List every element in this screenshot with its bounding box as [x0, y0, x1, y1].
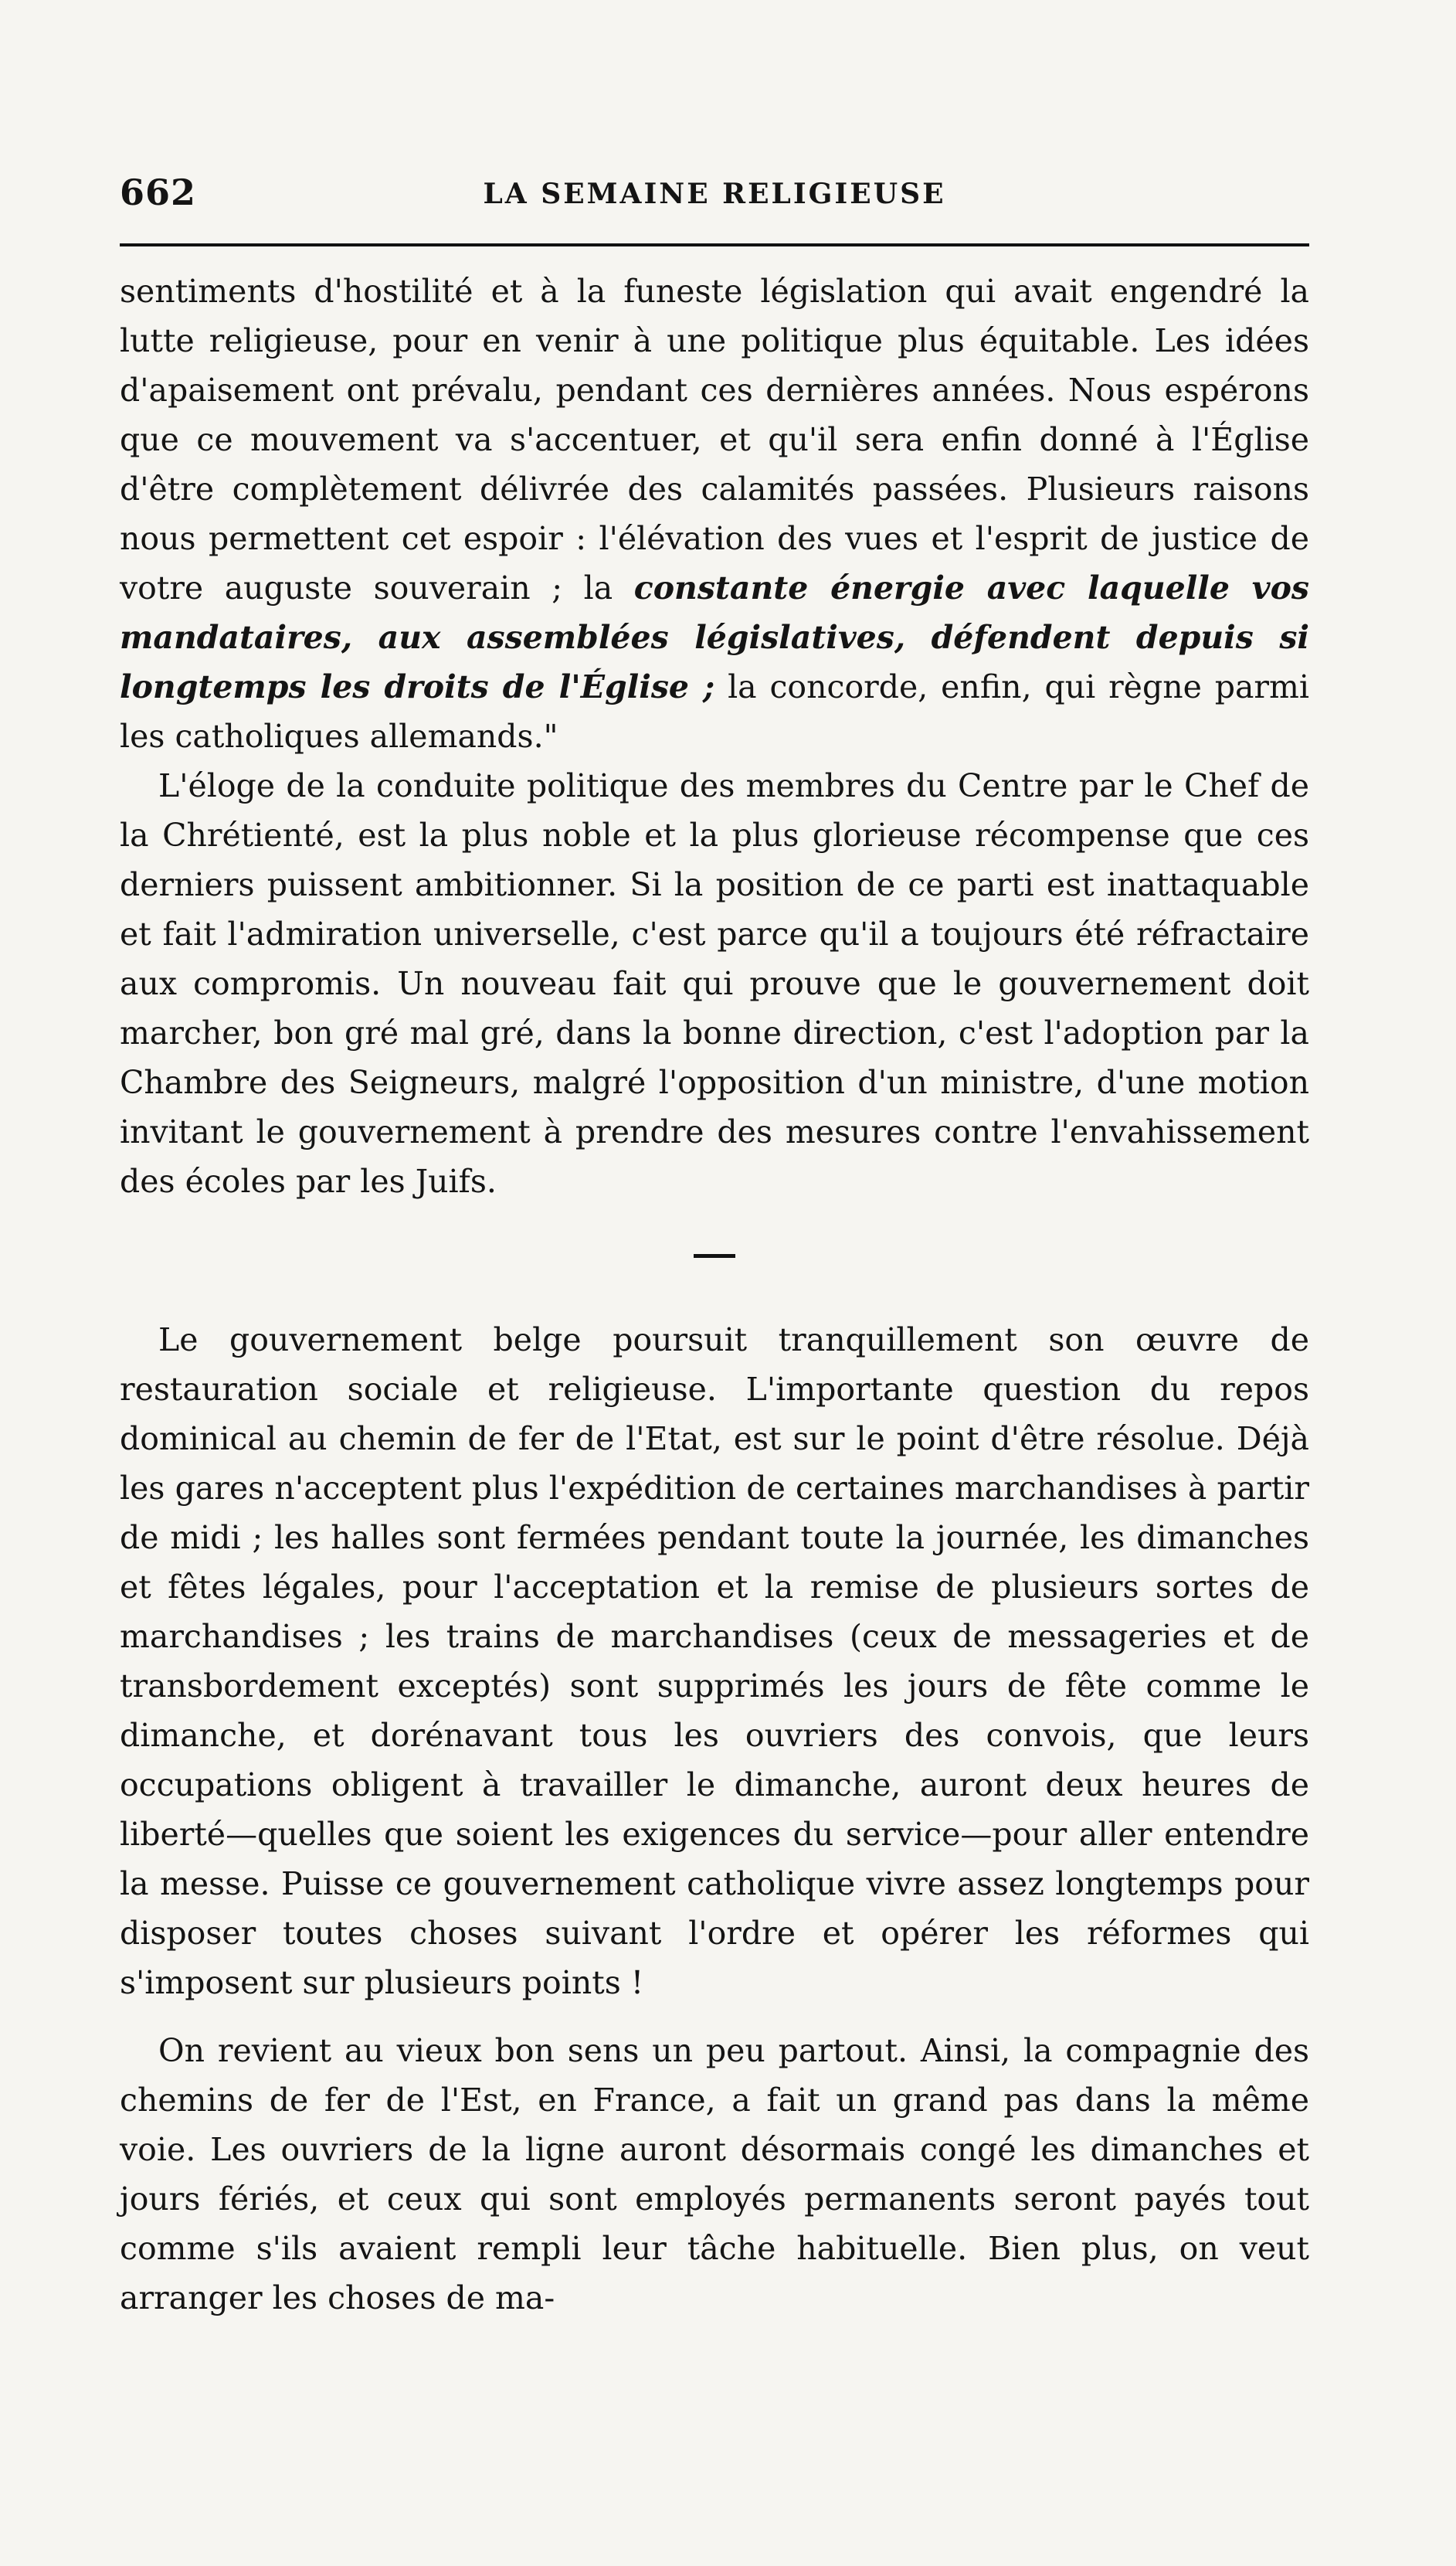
paragraph-1-text: sentiments d'hostilité et à la funeste législation qui avait engendré la lutte religieuse, pour en venir à une politique plus équitable. Les idées d'apaisement ont prévalu, pendant ces dernières années. Nous espérons que ce mouvement va s'accentuer, et qu'il sera enfin donné à l'Église d'être complètement délivrée des calamités passées. Plusieurs raisons nous permettent cet espoir : l'élévation des vues et l'esprit de justice de votre auguste souverain ; la — [120, 273, 1309, 607]
page-number: 662 — [120, 172, 197, 213]
book-page — [120, 147, 1309, 2316]
paragraph-1-italic: constante énergie avec laquelle vos mandataires, aux assemblées législatives, défendent depuis si longtemps les droits de l'Église ; — [120, 569, 1309, 705]
paragraph-1 — [120, 267, 1309, 761]
running-title: LA SEMAINE RELIGIEUSE — [483, 178, 946, 210]
header-rule — [120, 243, 1309, 246]
paragraph-4: On revient au vieux bon sens un peu partout. Ainsi, la compagnie des chemins de fer de l'Est, en France, a fait un grand pas dans la même voie. Les ouvriers de la ligne auront désormais congé les dimanches et jours fériés, et ceux qui sont employés permanents seront payés tout comme s'ils avaient rempli leur tâche habituelle. Bien plus, on veut arranger les choses de ma- — [120, 2032, 1309, 2316]
paragraph-2: L'éloge de la conduite politique des membres du Centre par le Chef de la Chrétienté, est la plus noble et la plus glorieuse récompense que ces derniers puissent ambitionner. Si la position de ce parti est inattaquable et fait l'admiration universelle, c'est parce qu'il a toujours été réfractaire aux compromis. Un nouveau fait qui prouve que le gouvernement doit marcher, bon gré mal gré, dans la bonne direction, c'est l'adoption par la Chambre des Seigneurs, malgré l'opposition d'un ministre, d'une motion invitant le gouvernement à prendre des mesures contre l'envahissement des écoles par les Juifs. — [120, 767, 1309, 1200]
paragraph-1-end: la concorde, enfin, qui règne parmi les catholiques allemands." — [120, 668, 1309, 755]
page-header — [120, 147, 1309, 224]
body-text — [120, 267, 1309, 2323]
section-separator — [694, 1254, 735, 1258]
paragraph-3: Le gouvernement belge poursuit tranquillement son œuvre de restauration sociale et religieuse. L'importante question du repos dominical au chemin de fer de l'Etat, est sur le point d'être résolue. Déjà les gares n'acceptent plus l'expédition de certaines marchandises à partir de midi ; les halles sont fermées pendant toute la journée, les dimanches et fêtes légales, pour l'acceptation et la remise de plusieurs sortes de marchandises ; les trains de marchandises (ceux de messageries et de transbordement exceptés) sont supprimés les jours de fête comme le dimanche, et dorénavant tous les ouvriers des convois, que leurs occupations obligent à travailler le dimanche, auront deux heures de liberté—quelles que soient les exigences du service—pour aller entendre la messe. Puisse ce gouvernement catholique vivre assez longtemps pour disposer toutes choses suivant l'ordre et opérer les réformes qui s'imposent sur plusieurs points ! — [120, 1321, 1309, 2001]
paragraph-gap — [120, 2007, 1309, 2026]
